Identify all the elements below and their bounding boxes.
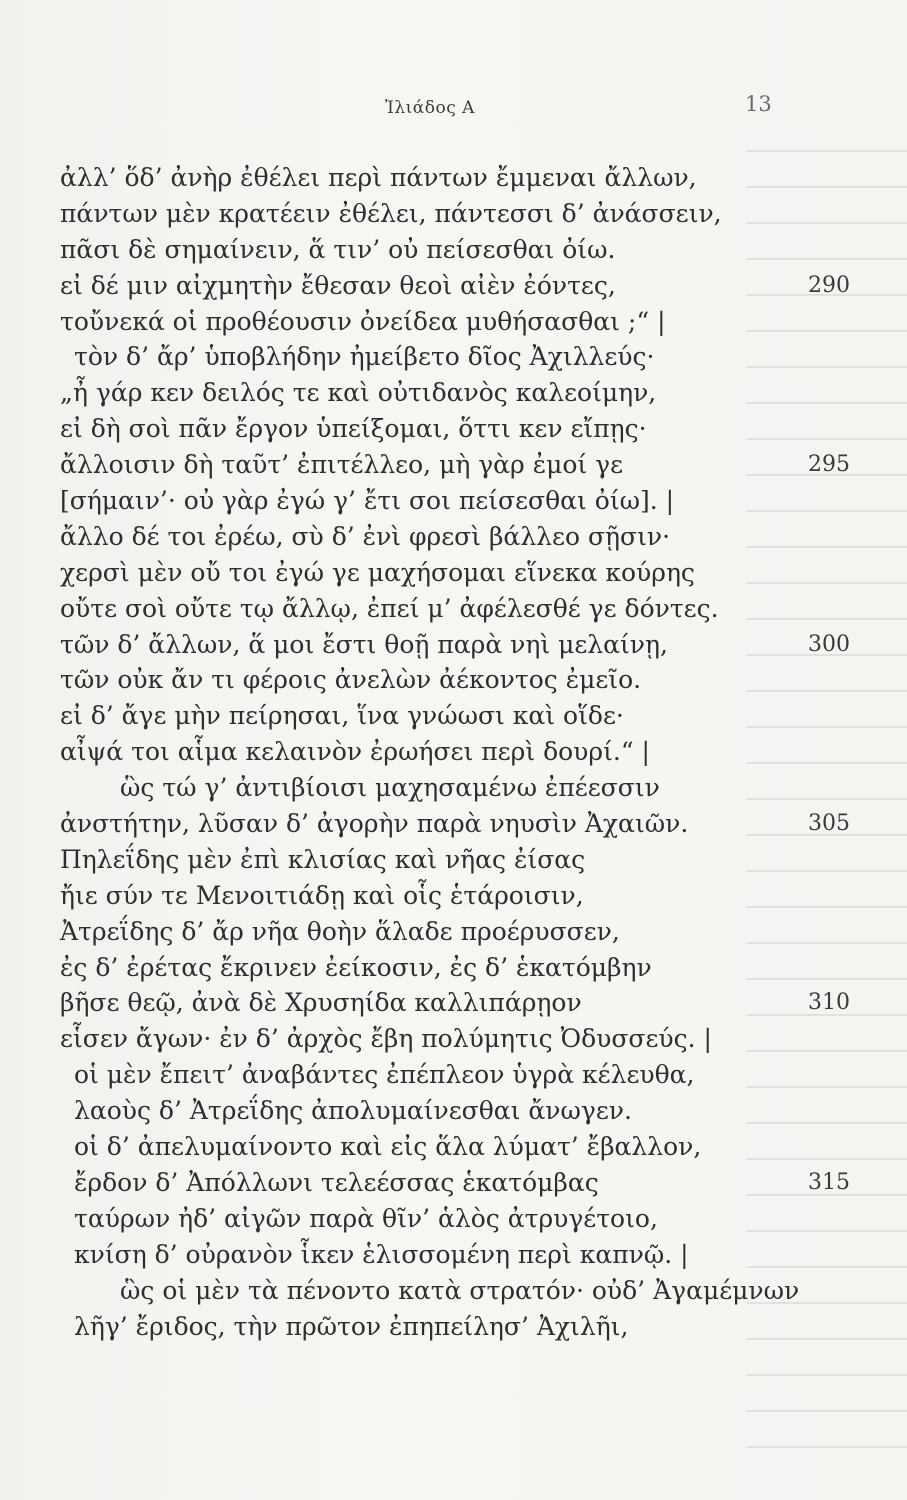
verse-text: τὸν δ’ ἄρ’ ὑποβλήδην ἠμείβετο δῖος Ἀχιλλεύς· bbox=[74, 342, 655, 372]
line-number: 310 bbox=[808, 990, 850, 1016]
verse-block bbox=[60, 160, 850, 1344]
verse-line bbox=[60, 268, 850, 304]
verse-line bbox=[60, 196, 850, 232]
verse-line bbox=[60, 1021, 850, 1057]
verse-line bbox=[60, 375, 850, 411]
verse-line bbox=[60, 411, 850, 447]
verse-text: ταύρων ἠδ’ αἰγῶν παρὰ θῖν’ ἁλὸς ἀτρυγέτοιο, bbox=[74, 1203, 658, 1233]
verse-text: ἄλλο δέ τοι ἐρέω, σὺ δ’ ἐνὶ φρεσὶ βάλλεο σῇσιν· bbox=[60, 521, 671, 551]
verse-text: ὣς οἱ μὲν τὰ πένοντο κατὰ στρατόν· οὐδ’ Ἀγαμέμνων bbox=[120, 1275, 800, 1305]
verse-line bbox=[60, 770, 850, 806]
verse-text: εἰ δ’ ἄγε μὴν πείρησαι, ἵνα γνώωσι καὶ οἵδε· bbox=[60, 701, 624, 731]
verse-text: ἐς δ’ ἐρέτας ἔκρινεν ἐείκοσιν, ἐς δ’ ἑκατόμβην bbox=[60, 952, 652, 982]
verse-text: ἤιε σύν τε Μενοιτιάδῃ καὶ οἷς ἑτάροισιν, bbox=[60, 880, 584, 910]
verse-line bbox=[60, 1093, 850, 1129]
verse-line bbox=[60, 339, 850, 375]
verse-line bbox=[60, 627, 850, 663]
verse-line bbox=[60, 950, 850, 986]
verse-text: λῆγ’ ἔριδος, τὴν πρῶτον ἐπηπείλησ’ Ἀχιλῆι, bbox=[74, 1311, 629, 1341]
verse-line bbox=[60, 160, 850, 196]
verse-text: ἔρδον δ’ Ἀπόλλωνι τελεέσσας ἑκατόμβας bbox=[74, 1167, 599, 1197]
verse-text: εἰ δὴ σοὶ πᾶν ἔργον ὑπείξομαι, ὅττι κεν εἴπῃς· bbox=[60, 414, 647, 444]
verse-line bbox=[60, 1201, 850, 1237]
verse-text: αἶψά τοι αἷμα κελαινὸν ἐρωήσει περὶ δουρί.“ | bbox=[60, 737, 650, 767]
verse-text: ἀνστήτην, λῦσαν δ’ ἀγορὴν παρὰ νηυσὶν Ἀχαιῶν. bbox=[60, 809, 689, 839]
verse-line bbox=[60, 447, 850, 483]
verse-line bbox=[60, 985, 850, 1021]
line-number: 315 bbox=[808, 1169, 850, 1195]
verse-line bbox=[60, 1237, 850, 1273]
verse-text: τῶν δ’ ἄλλων, ἅ μοι ἔστι θοῇ παρὰ νηὶ μελαίνῃ, bbox=[60, 629, 668, 659]
verse-line bbox=[60, 1309, 850, 1345]
verse-line bbox=[60, 662, 850, 698]
verse-text: πάντων μὲν κρατέειν ἐθέλει, πάντεσσι δ’ ἀνάσσειν, bbox=[60, 198, 722, 228]
verse-text: [σήμαιν’· οὐ γὰρ ἐγώ γ’ ἔτι σοι πείσεσθαι ὀίω]. | bbox=[60, 486, 675, 516]
verse-text: οὔτε σοὶ οὔτε τῳ ἄλλῳ, ἐπεί μ’ ἀφέλεσθέ γε δόντες. bbox=[60, 593, 719, 623]
verse-line bbox=[60, 914, 850, 950]
line-number: 300 bbox=[808, 631, 850, 657]
verse-line bbox=[60, 1273, 850, 1309]
page-number: 13 bbox=[745, 92, 772, 116]
verse-text: εἷσεν ἄγων· ἐν δ’ ἀρχὸς ἔβη πολύμητις Ὀδυσσεύς. | bbox=[60, 1024, 712, 1054]
verse-text: χερσὶ μὲν οὔ τοι ἐγώ γε μαχήσομαι εἵνεκα κούρης bbox=[60, 557, 695, 587]
verse-line bbox=[60, 1165, 850, 1201]
verse-line bbox=[60, 483, 850, 519]
verse-line bbox=[60, 519, 850, 555]
verse-text: βῆσε θεῷ, ἀνὰ δὲ Χρυσηίδα καλλιπάρῃον bbox=[60, 988, 582, 1018]
verse-text: „ἦ γάρ κεν δειλός τε καὶ οὐτιδανὸς καλεοίμην, bbox=[60, 378, 657, 408]
line-number: 305 bbox=[808, 811, 850, 837]
verse-text: ἄλλοισιν δὴ ταῦτ’ ἐπιτέλλεο, μὴ γὰρ ἐμοί γε bbox=[60, 450, 624, 480]
verse-line bbox=[60, 555, 850, 591]
verse-line bbox=[60, 232, 850, 268]
verse-line bbox=[60, 698, 850, 734]
verse-line bbox=[60, 304, 850, 340]
verse-text: Ἀτρεΐδης δ’ ἄρ νῆα θοὴν ἅλαδε προέρυσσεν, bbox=[60, 916, 620, 946]
verse-text: λαοὺς δ’ Ἀτρεΐδης ἀπολυμαίνεσθαι ἄνωγεν. bbox=[74, 1096, 632, 1126]
verse-line bbox=[60, 878, 850, 914]
verse-text: ὣς τώ γ’ ἀντιβίοισι μαχησαμένω ἐπέεσσιν bbox=[120, 773, 660, 803]
verse-text: πᾶσι δὲ σημαίνειν, ἅ τιν’ οὐ πείσεσθαι ὀίω. bbox=[60, 234, 616, 264]
verse-text: τοὔνεκά οἱ προθέουσιν ὀνείδεα μυθήσασθαι ;“ | bbox=[60, 306, 666, 336]
verse-line bbox=[60, 842, 850, 878]
verse-line bbox=[60, 1057, 850, 1093]
verse-line bbox=[60, 806, 850, 842]
verse-text: εἰ δέ μιν αἰχμητὴν ἔθεσαν θεοὶ αἰὲν ἐόντες, bbox=[60, 270, 616, 300]
verse-text: κνίση δ’ οὐρανὸν ἷκεν ἑλισσομένη περὶ καπνῷ. | bbox=[74, 1239, 689, 1269]
verse-line bbox=[60, 1129, 850, 1165]
verse-text: ἀλλ’ ὅδ’ ἀνὴρ ἐθέλει περὶ πάντων ἔμμεναι ἄλλων, bbox=[60, 163, 697, 192]
verse-text: οἱ δ’ ἀπελυμαίνοντο καὶ εἰς ἅλα λύματ’ ἔβαλλον, bbox=[74, 1132, 702, 1162]
running-title: Ἰλιάδος Α bbox=[385, 98, 475, 118]
line-number: 295 bbox=[808, 452, 850, 478]
verse-text: τῶν οὐκ ἄν τι φέροις ἀνελὼν ἀέκοντος ἐμεῖο. bbox=[60, 665, 642, 695]
verse-line bbox=[60, 591, 850, 627]
line-number: 290 bbox=[808, 272, 850, 298]
verse-text: Πηλεΐδης μὲν ἐπὶ κλισίας καὶ νῆας ἐίσας bbox=[60, 844, 586, 874]
verse-line bbox=[60, 734, 850, 770]
verse-text: οἱ μὲν ἔπειτ’ ἀναβάντες ἐπέπλεον ὑγρὰ κέλευθα, bbox=[74, 1060, 695, 1090]
